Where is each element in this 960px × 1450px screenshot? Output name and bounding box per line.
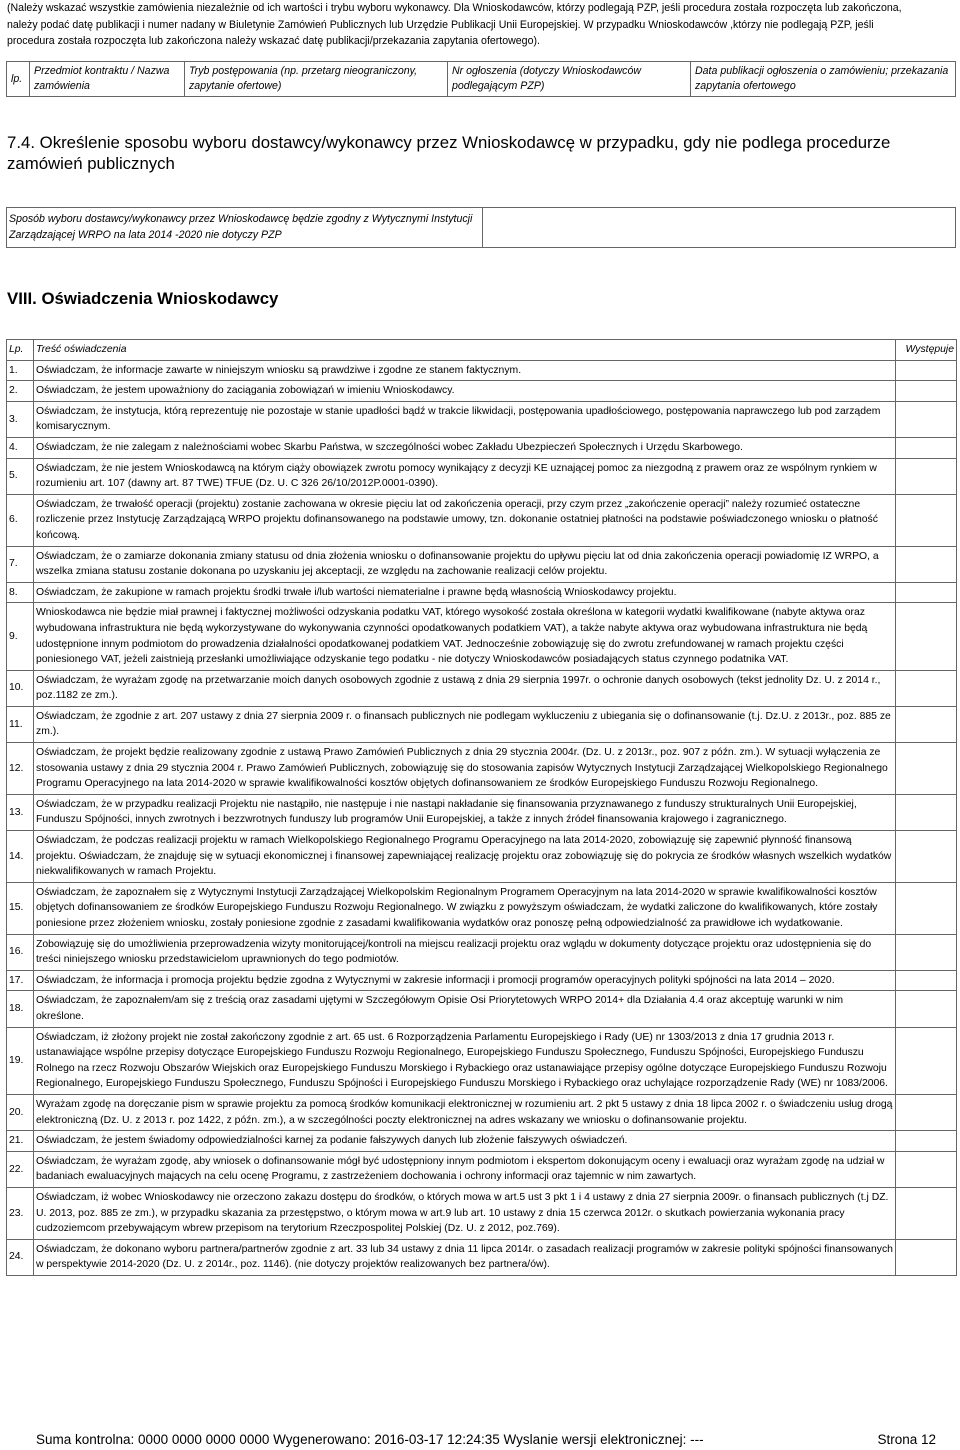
col-publication-date: Data publikacji ogłoszenia o zamówieniu; przekazania zapytania ofertowego: [691, 62, 956, 97]
declaration-occurs-cell: [896, 494, 957, 546]
declaration-text: Oświadczam, że jestem świadomy odpowiedzialności karnej za podanie fałszywych danych lub złożenie fałszywych oświadczeń.: [34, 1131, 896, 1152]
declaration-text: Oświadczam, że nie zalegam z należnościami wobec Skarbu Państwa, w szczególności wobec Zakładu Ubezpieczeń Społecznych i Urzędu Skarbowego.: [34, 437, 896, 458]
declaration-row: [7, 882, 957, 934]
declaration-row: [7, 1239, 957, 1275]
selection-method-label: Sposób wyboru dostawcy/wykonawcy przez Wnioskodawcę będzie zgodny z Wytycznymi Instytucji Zarządzającej WRPO na lata 2014 -2020 nie dotyczy PZP: [7, 208, 483, 248]
declaration-row: [7, 706, 957, 742]
page-footer: [36, 1431, 936, 1449]
declaration-number: 19.: [7, 1027, 34, 1094]
col-declaration-text: Treść oświadczenia: [34, 340, 896, 361]
declaration-number: 17.: [7, 970, 34, 991]
declaration-occurs-cell: [896, 582, 957, 603]
declaration-occurs-cell: [896, 831, 957, 883]
declaration-occurs-cell: [896, 794, 957, 830]
declaration-occurs-cell: [896, 437, 957, 458]
declaration-occurs-cell: [896, 546, 957, 582]
declaration-occurs-cell: [896, 882, 957, 934]
declaration-text: Oświadczam, że projekt będzie realizowany zgodnie z ustawą Prawo Zamówień Publicznych z dnia 29 stycznia 2004r. (Dz. U. z 2013r., poz. 907 z późn. zm.). W sytuacji wyłączenia ze stosowania ustawy z dnia 29 stycznia 2004 r. Prawo Zamówień Publicznych, zobowiązuję się do stosowania zapisów Wytycznych Instytucji Zarządzającej Wielkopolskiego Regionalnego Programu Operacyjnego na lata 2014-2020 w sprawie kwalifikowalności kosztów objętych dofinansowaniem ze środków Europejskiego Funduszu Rozwoju Regionalnego.: [34, 743, 896, 795]
declaration-text: Oświadczam, że zapoznałem się z Wytycznymi Instytucji Zarządzającej Wielkopolskim Regionalnym Programem Operacyjnym na lata 2014-2020 w sprawie kwalifikowalności kosztów objętych dofinansowaniem ze środków Europejskiego Funduszu Rozwoju Regionalnego. W związku z powyższym oświadczam, że wydatki zaliczone do kwalifikowanych, które zostały poniesione przez złożeniem wniosku, zostały poniesione zgodnie z zasadami kwalifikowania wydatków oraz ponoszę pełną odpowiedzialność za prawidłowe ich wydatkowanie.: [34, 882, 896, 934]
col-lp: Lp.: [7, 340, 34, 361]
declaration-occurs-cell: [896, 381, 957, 402]
declaration-text: Oświadczam, że informacje zawarte w niniejszym wniosku są prawdziwe i zgodne ze stanem faktycznym.: [34, 360, 896, 381]
declaration-text: Oświadczam, że wyrażam zgodę, aby wniosek o dofinansowanie mógł być udostępniony innym podmiotom i ekspertom dokonującym oceny i ewaluacji oraz wyrażam zgodę na udział w badaniach ewaluacyjnych mających na celu ocenę Programu, z zastrzeżeniem dochowania i ochrony informacji oraz tajemnic w nim zawartych.: [34, 1151, 896, 1187]
declaration-number: 23.: [7, 1187, 34, 1239]
declarations-table: [6, 339, 957, 1276]
page-number: Strona 12: [877, 1432, 936, 1447]
declaration-number: 9.: [7, 603, 34, 670]
declaration-number: 6.: [7, 494, 34, 546]
declaration-number: 2.: [7, 381, 34, 402]
intro-line: (Należy wskazać wszystkie zamówienia niezależnie od ich wartości i trybu wyboru wykonawcy. Dla Wnioskodawców, którzy podlegają PZP, jeśli procedura została rozpoczęta lub zakończona,: [7, 2, 902, 14]
declaration-text: Oświadczam, że trwałość operacji (projektu) zostanie zachowana w okresie pięciu lat od zakończenia operacji, przy czym przez „zakończenie operacji” należy rozumieć ostateczne rozliczenie przez Instytucję Zarządzającą WRPO projektu dofinansowanego na podstawie umowy, tzn. dokonanie ostatniej płatności na podstawie poświadczonego wniosku o płatność końcową.: [34, 494, 896, 546]
declaration-occurs-cell: [896, 1151, 957, 1187]
declaration-occurs-cell: [896, 743, 957, 795]
declaration-number: 5.: [7, 458, 34, 494]
declaration-row: [7, 831, 957, 883]
declaration-number: 15.: [7, 882, 34, 934]
declaration-row: [7, 1094, 957, 1130]
selection-method-table: [6, 207, 956, 248]
declaration-number: 1.: [7, 360, 34, 381]
declaration-row: [7, 970, 957, 991]
declaration-occurs-cell: [896, 970, 957, 991]
declaration-row: [7, 458, 957, 494]
declaration-row: [7, 582, 957, 603]
section-7-4-title: 7.4. Określenie sposobu wyboru dostawcy/wykonawcy przez Wnioskodawcę w przypadku, gdy nie podlega procedurze zamówień publicznych: [7, 133, 891, 173]
procurement-table: [6, 61, 956, 97]
declaration-occurs-cell: [896, 991, 957, 1027]
declaration-text: Oświadczam, że zakupione w ramach projektu środki trwałe i/lub wartości niematerialne i prawne będą własnością Wnioskodawcy projektu.: [34, 582, 896, 603]
declaration-text: Oświadczam, że o zamiarze dokonania zmiany statusu od dnia złożenia wniosku o dofinansowanie projektu do upływu pięciu lat od dnia zakończenia operacji powiadomię IZ WRPO, a wszelka zmiana statusu zostanie dokonana po uzyskaniu jej akceptacji, ze względu na zachowanie realizacji celów projektu.: [34, 546, 896, 582]
declaration-occurs-cell: [896, 670, 957, 706]
declaration-text: Oświadczam, że jestem upoważniony do zaciągania zobowiązań w imieniu Wnioskodawcy.: [34, 381, 896, 402]
declaration-text: Oświadczam, że zgodnie z art. 207 ustawy z dnia 27 sierpnia 2009 r. o finansach publicznych nie podlegam wykluczeniu z ubiegania się o dofinansowanie (t.j. Dz.U. z 2013r., poz. 885 ze zm.).: [34, 706, 896, 742]
declaration-number: 18.: [7, 991, 34, 1027]
declaration-number: 11.: [7, 706, 34, 742]
footer-checksum: Suma kontrolna: 0000 0000 0000 0000 Wygenerowano: 2016-03-17 12:24:35 Wyslanie wersji elektronicznej: ---: [36, 1432, 704, 1447]
declaration-number: 3.: [7, 401, 34, 437]
declaration-text: Zobowiązuję się do umożliwienia przeprowadzenia wizyty monitorującej/kontroli na miejscu realizacji projektu oraz wglądu w dokumenty dotyczące projektu oraz udostępnienia się do treści niniejszego wniosku przedstawicielom uprawnionych do tego podmiotów.: [34, 934, 896, 970]
declaration-row: [7, 794, 957, 830]
declaration-occurs-cell: [896, 1239, 957, 1275]
declaration-number: 22.: [7, 1151, 34, 1187]
declaration-text: Oświadczam, że informacja i promocja projektu będzie zgodna z Wytycznymi w zakresie informacji i promocji programów operacyjnych polityki spójności na lata 2014 – 2020.: [34, 970, 896, 991]
declarations-header: [7, 340, 957, 361]
declaration-text: Oświadczam, że nie jestem Wnioskodawcą na którym ciąży obowiązek zwrotu pomocy wynikający z decyzji KE uznającej pomoc za niezgodną z prawem oraz ze wspólnym rynkiem w rozumieniu art. 107 (dawny art. 87 TWE) TFUE (Dz. U. C 326 26/10/2012P.0001-0390).: [34, 458, 896, 494]
declaration-row: [7, 934, 957, 970]
declaration-text: Oświadczam, iż złożony projekt nie został zakończony zgodnie z art. 65 ust. 6 Rozporządzenia Parlamentu Europejskiego i Rady (UE) nr 1303/2013 z dnia 17 grudnia 2013 r. ustanawiające wspólne przepisy dotyczące Europejskiego Funduszu Rozwoju Regionalnego, Europejskiego Funduszu Społecznego, Funduszu Spójności, Europejskiego Funduszu Rolnego na rzecz Rozwoju Obszarów Wiejskich oraz Europejskiego Funduszu Morskiego i Rybackiego oraz ustanawiające przepisy ogólne dotyczące Europejskiego Funduszu Rozwoju Regionalnego, Europejskiego Funduszu Społecznego, Funduszu Spójności i Europejskiego Funduszu Morskiego i Rybackiego oraz uchylające rozporządzenie Rady (WE) nr 1083/2006.: [34, 1027, 896, 1094]
declaration-number: 14.: [7, 831, 34, 883]
declaration-occurs-cell: [896, 1094, 957, 1130]
declaration-text: Oświadczam, że wyrażam zgodę na przetwarzanie moich danych osobowych zgodnie z ustawą z dnia 29 sierpnia 1997r. o ochronie danych osobowych (tekst jednolity Dz. U. z 2014 r., poz.1182 ze zm.).: [34, 670, 896, 706]
section-viii-title: VIII. Oświadczenia Wnioskodawcy: [7, 289, 279, 308]
declaration-text: Oświadczam, że dokonano wyboru partnera/partnerów zgodnie z art. 33 lub 34 ustawy z dnia 11 lipca 2014r. o zasadach realizacji programów w zakresie polityki spójności finansowanych w perspektywie 2014-2020 (Dz. U. z 2014r., poz. 1146). (nie dotyczy projektów realizowanych bez partnera/ów).: [34, 1239, 896, 1275]
procurement-table-header: [7, 62, 956, 97]
col-subject: Przedmiot kontraktu / Nazwa zamówienia: [30, 62, 185, 97]
col-notice-number: Nr ogłoszenia (dotyczy Wnioskodawców podlegającym PZP): [448, 62, 691, 97]
col-procedure: Tryb postępowania (np. przetarg nieograniczony, zapytanie ofertowe): [185, 62, 448, 97]
declaration-row: [7, 1131, 957, 1152]
declaration-row: [7, 1151, 957, 1187]
declaration-occurs-cell: [896, 1131, 957, 1152]
declaration-row: [7, 743, 957, 795]
declaration-number: 21.: [7, 1131, 34, 1152]
declaration-occurs-cell: [896, 1027, 957, 1094]
declaration-row: [7, 381, 957, 402]
declaration-number: 12.: [7, 743, 34, 795]
intro-note: [7, 0, 955, 50]
declaration-row: [7, 1187, 957, 1239]
selection-method-value: [483, 208, 956, 248]
declaration-text: Oświadczam, że zapoznałem/am się z treścią oraz zasadami ujętymi w Szczegółowym Opisie Osi Priorytetowych WRPO 2014+ dla Działania 4.4 oraz akceptuję warunki w nim określone.: [34, 991, 896, 1027]
declaration-number: 20.: [7, 1094, 34, 1130]
intro-line: procedura została rozpoczęta lub zakończona należy wskazać datę publikacji/przekazania zapytania ofertowego).: [7, 35, 540, 48]
declaration-text: Oświadczam, że w przypadku realizacji Projektu nie nastąpiło, nie następuje i nie nastąpi nakładanie się finansowania przyznawanego z funduszy strukturalnych Unii Europejskiej, Funduszu Spójności, innych zwrotnych i bezzwrotnych funduszy lub programów Unii Europejskiej, a także z innych źródeł finansowania krajowego i zagranicznego.: [34, 794, 896, 830]
declaration-row: [7, 546, 957, 582]
col-occurs: Występuje: [896, 340, 957, 361]
declaration-row: [7, 603, 957, 670]
declaration-row: [7, 991, 957, 1027]
declaration-row: [7, 494, 957, 546]
declaration-occurs-cell: [896, 360, 957, 381]
declaration-row: [7, 1027, 957, 1094]
declaration-number: 8.: [7, 582, 34, 603]
declaration-row: [7, 437, 957, 458]
declaration-occurs-cell: [896, 458, 957, 494]
col-lp: lp.: [7, 62, 30, 97]
declaration-number: 16.: [7, 934, 34, 970]
declaration-occurs-cell: [896, 401, 957, 437]
declaration-number: 13.: [7, 794, 34, 830]
declaration-text: Wnioskodawca nie będzie miał prawnej i faktycznej możliwości odzyskania podatku VAT, którego wysokość została określona w kategorii wydatki kwalifikowane (nabyte aktywa oraz wybudowana infrastruktura nie będą wykorzystywane do wykonywania czynności opodatkowanych podatkiem VAT), a także nabyte aktywa oraz wybudowana infrastruktura nie będą udostępnione innym podmiotom do prowadzenia działalności opodatkowanej podatkiem VAT. Jednocześnie zobowiązuję się do zwrotu zrefundowanej w ramach projektu części poniesionego VAT, jeżeli zaistnieją przesłanki umożliwiające odzyskanie tego podatku - nie dotyczy Wnioskodawców posiadających status czynnego podatnika VAT.: [34, 603, 896, 670]
declaration-text: Oświadczam, że podczas realizacji projektu w ramach Wielkopolskiego Regionalnego Programu Operacyjnego na lata 2014-2020, zobowiązuję się zapewnić płynność finansową projektu. Oświadczam, że znajduję się w sytuacji ekonomicznej i finansowej zapewniającej realizację projektu oraz zobowiązuję się do pokrycia ze środków własnych wszelkich wydatków niekwalifikowanych w ramach Projektu.: [34, 831, 896, 883]
declaration-text: Oświadczam, iż wobec Wnioskodawcy nie orzeczono zakazu dostępu do środków, o których mowa w art.5 ust 3 pkt 1 i 4 ustawy z dnia 27 sierpnia 2009r. o finansach publicznych (t.j DZ. U. 2013, poz. 885 ze zm.), w przypadku skazania za przestępstwo, o którym mowa w art.9 lub art. 10 ustawy z dnia 15 czerwca 2012r. o skutkach powierzania wykonania pracy cudzoziemcom przebywającym wbrew przepisom na terytorium Rzeczpospolitej Polskiej (Dz. U. z 2012, poz.769).: [34, 1187, 896, 1239]
declaration-number: 7.: [7, 546, 34, 582]
declaration-row: [7, 360, 957, 381]
declaration-text: Oświadczam, że instytucja, którą reprezentuję nie pozostaje w stanie upadłości bądź w trakcie likwidacji, postępowania upadłościowego, postępowania naprawczego lub pod zarządem komisarycznym.: [34, 401, 896, 437]
intro-line: należy podać datę publikacji i numer nadany w Biuletynie Zamówień Publicznych lub Urzędzie Publikacji Unii Europejskiej. W przypadku Wnioskodawców ,którzy nie podlegają PZP, jeśli: [7, 18, 874, 31]
declaration-occurs-cell: [896, 706, 957, 742]
declaration-occurs-cell: [896, 934, 957, 970]
declaration-row: [7, 670, 957, 706]
declaration-occurs-cell: [896, 1187, 957, 1239]
declaration-text: Wyrażam zgodę na doręczanie pism w sprawie projektu za pomocą środków komunikacji elektronicznej w rozumieniu art. 2 pkt 5 ustawy z dnia 18 lipca 2002 r. o świadczeniu usług drogą elektroniczną (Dz. U. z 2013 r. poz 1422, z późn. zm.), a w szczególności poczty elektronicznej na adres wskazany we wniosku o dofinansowanie projektu.: [34, 1094, 896, 1130]
declaration-number: 24.: [7, 1239, 34, 1275]
declaration-number: 10.: [7, 670, 34, 706]
declaration-occurs-cell: [896, 603, 957, 670]
declaration-row: [7, 401, 957, 437]
declaration-number: 4.: [7, 437, 34, 458]
